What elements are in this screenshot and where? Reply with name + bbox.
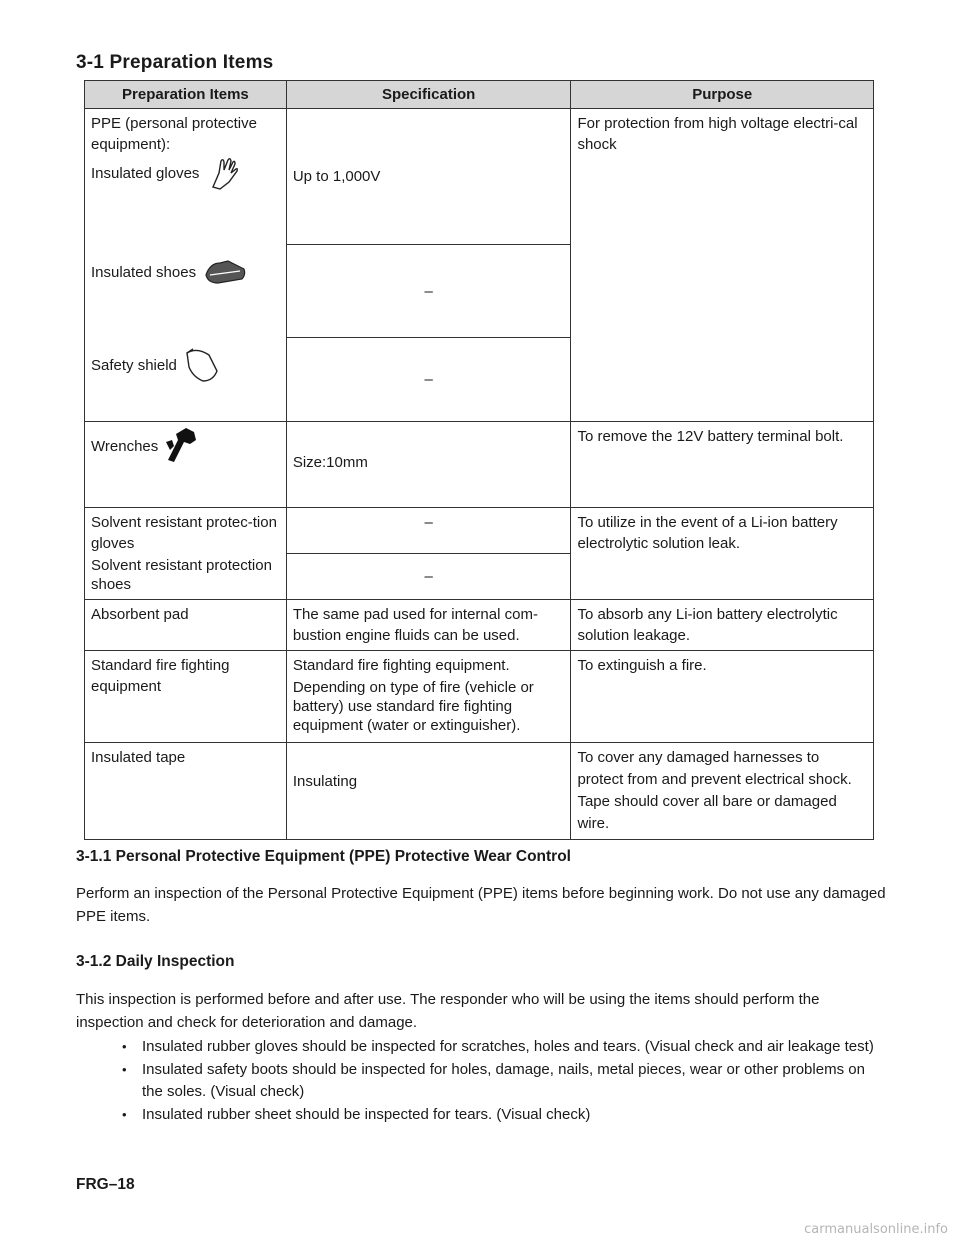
shoe-icon bbox=[202, 255, 248, 289]
fire-spec-2: Depending on type of fire (vehicle or battery) use standard fire fighting equipment (water or extinguisher). bbox=[292, 679, 534, 734]
section-title: 3-1 Preparation Items bbox=[76, 52, 274, 73]
fire-spec-1: Standard fire fighting equipment. bbox=[292, 657, 510, 674]
gloves-spec: Up to 1,000V bbox=[286, 109, 571, 245]
table-row bbox=[85, 651, 874, 743]
header-specification: Specification bbox=[286, 81, 571, 109]
solvent-gloves-label: Solvent resistant protec-tion gloves bbox=[91, 514, 277, 552]
tape-item: Insulated tape bbox=[85, 743, 287, 840]
glove-icon bbox=[205, 155, 245, 191]
solvent-gloves-spec: – bbox=[286, 508, 571, 554]
section-312-text: This inspection is performed before and after use. The responder who will be using the items should perform the inspection and check for deterioration and damage. bbox=[76, 991, 820, 1031]
wrenches-purpose: To remove the 12V battery terminal bolt. bbox=[571, 422, 874, 508]
header-preparation-items: Preparation Items bbox=[85, 81, 287, 109]
list-item: • Insulated safety boots should be inspected for holes, damage, nails, metal pieces, wear or other problems on the soles. (Visual check) bbox=[118, 1059, 878, 1103]
header-purpose: Purpose bbox=[571, 81, 874, 109]
shoes-spec: – bbox=[286, 245, 571, 338]
wrenches-cell bbox=[85, 422, 287, 508]
table-row bbox=[85, 600, 874, 651]
tape-spec: Insulating bbox=[286, 743, 571, 840]
watermark: carmanualsonline.info bbox=[804, 1222, 948, 1237]
insulated-gloves-label: Insulated gloves bbox=[91, 164, 200, 182]
fire-purpose: To extinguish a fire. bbox=[571, 651, 874, 743]
table-header-row bbox=[85, 81, 874, 109]
face-shield-icon bbox=[183, 345, 223, 385]
preparation-items-table bbox=[84, 80, 874, 840]
absorbent-item: Absorbent pad bbox=[85, 600, 287, 651]
safety-shield-label: Safety shield bbox=[91, 356, 177, 374]
solvent-shoes-spec: – bbox=[286, 554, 571, 600]
solvent-shoes-label: Solvent resistant protection shoes bbox=[91, 557, 272, 593]
wrench-icon bbox=[164, 426, 200, 466]
table-row bbox=[85, 109, 874, 245]
section-312-heading: 3-1.2 Daily Inspection bbox=[76, 953, 235, 970]
wrenches-label: Wrenches bbox=[91, 437, 159, 455]
page-number: FRG–18 bbox=[76, 1176, 135, 1193]
ppe-intro: PPE (personal protective equipment): bbox=[91, 115, 257, 153]
fire-spec-cell bbox=[286, 651, 571, 743]
wrenches-spec: Size:10mm bbox=[286, 422, 571, 508]
solvent-items-cell bbox=[85, 508, 287, 600]
inspection-bullet-list bbox=[118, 1036, 878, 1127]
section-311-heading: 3-1.1 Personal Protective Equipment (PPE) Protective Wear Control bbox=[76, 848, 571, 865]
section-311-text: Perform an inspection of the Personal Protective Equipment (PPE) items before beginning work. Do not use any damaged PPE items. bbox=[76, 885, 886, 925]
absorbent-spec: The same pad used for internal com-bustion engine fluids can be used. bbox=[286, 600, 571, 651]
absorbent-purpose: To absorb any Li-ion battery electrolytic solution leakage. bbox=[571, 600, 874, 651]
table-row bbox=[85, 743, 874, 840]
solvent-purpose: To utilize in the event of a Li-ion battery electrolytic solution leak. bbox=[571, 508, 874, 600]
tape-purpose: To cover any damaged harnesses to protect from and prevent electrical shock. Tape should cover all bare or damaged wire. bbox=[571, 743, 874, 840]
ppe-purpose: For protection from high voltage electri-cal shock bbox=[571, 109, 874, 422]
list-item: • Insulated rubber sheet should be inspected for tears. (Visual check) bbox=[118, 1104, 878, 1126]
shield-spec: – bbox=[286, 338, 571, 422]
table-row bbox=[85, 508, 874, 554]
insulated-shoes-label: Insulated shoes bbox=[91, 263, 197, 281]
table-row bbox=[85, 422, 874, 508]
fire-item: Standard fire fighting equipment bbox=[85, 651, 287, 743]
ppe-items-cell bbox=[85, 109, 287, 422]
list-item: • Insulated rubber gloves should be inspected for scratches, holes and tears. (Visual check and air leakage test) bbox=[118, 1036, 878, 1058]
